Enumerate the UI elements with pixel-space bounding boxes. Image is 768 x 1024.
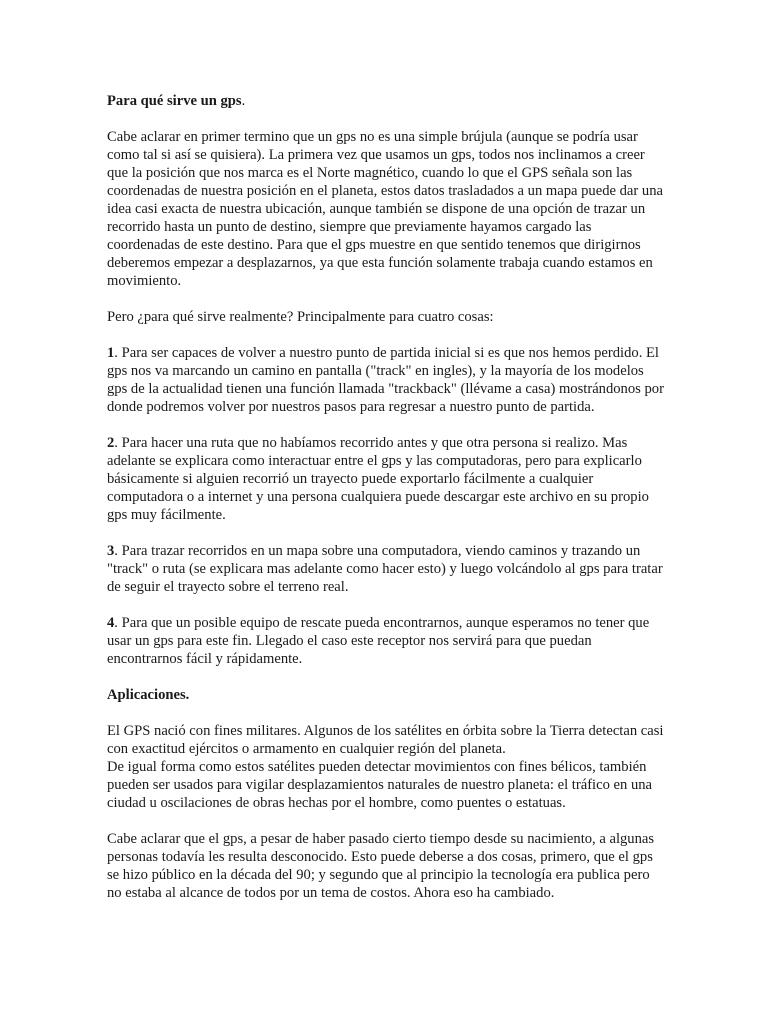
list-item: [107, 542, 667, 596]
item-text: . Para trazar recorridos en un mapa sobre una computadora, viendo caminos y trazando un "track" o ruta (se explicara mas adelante como hacer esto) y luego volcándolo al gps para tratar de seguir el trayecto sobre el terreno real.: [107, 543, 663, 595]
title-text: Para qué sirve un gps: [107, 93, 242, 109]
list-item: [107, 344, 667, 416]
item-number: 4: [107, 615, 115, 631]
applications-paragraph-2: Cabe aclarar que el gps, a pesar de haber pasado cierto tiempo desde su nacimiento, a algunas personas todavía les resulta desconocido. Esto puede deberse a dos cosas, primero, que el gps se hizo público en la década del 90; y segundo que al principio la tecnología era publica pero no estaba al alcance de todos por un tema de costos. Ahora eso ha cambiado.: [107, 831, 655, 901]
item-text: . Para hacer una ruta que no habíamos recorrido antes y que otra persona si realizo. Mas adelante se explicara como interactuar entre el gps y las computadoras, pero para explicarlo básicamente si alguien recorrió un trayecto puede exportarlo fácilmente a cualquier computadora o a internet y una persona cualquiera puede descargar este archivo en su propio gps muy fácilmente.: [107, 435, 649, 523]
title-period: .: [241, 93, 246, 109]
applications-heading: Aplicaciones.: [107, 687, 190, 703]
applications-line-1: El GPS nació con fines militares. Algunos de los satélites en órbita sobre la Tierra detectan casi con exactitud ejércitos o armamento en cualquier región del planeta.: [107, 723, 664, 757]
list-item: [107, 434, 667, 524]
item-number: 1: [107, 345, 115, 361]
question-paragraph: Pero ¿para qué sirve realmente? Principalmente para cuatro cosas:: [107, 309, 494, 325]
list-item: [107, 614, 667, 668]
item-text: . Para que un posible equipo de rescate pueda encontrarnos, aunque esperamos no tener que usar un gps para este fin. Llegado el caso este receptor nos servirá para que puedan encontrarnos fácil y rápidamente.: [107, 615, 650, 667]
document-title: [107, 92, 667, 110]
item-number: 2: [107, 435, 115, 451]
applications-paragraph-1: [107, 722, 667, 812]
item-text: . Para ser capaces de volver a nuestro punto de partida inicial si es que nos hemos perdido. El gps nos va marcando un camino en pantalla ("track" en ingles), y la mayoría de los modelos gps de la actualidad tienen una función llamada "trackback" (llévame a casa) mostrándonos por donde podremos volver por nuestros pasos para regresar a nuestro punto de partida.: [107, 345, 664, 415]
document-page: [107, 92, 667, 920]
intro-paragraph: Cabe aclarar en primer termino que un gps no es una simple brújula (aunque se podría usar como tal si así se quisiera). La primera vez que usamos un gps, todos nos inclinamos a creer que la posición que nos marca es el Norte magnético, cuando lo que el GPS señala son las coordenadas de nuestra posición en el planeta, estos datos trasladados a un mapa puede dar una idea casi exacta de nuestra ubicación, aunque también se dispone de una opción de trazar un recorrido hasta un punto de destino, siempre que previamente hayamos cargado las coordenadas de este destino. Para que el gps muestre en que sentido tenemos que dirigirnos deberemos empezar a desplazarnos, ya que esta función solamente trabaja cuando estamos en movimiento.: [107, 129, 663, 289]
item-number: 3: [107, 543, 115, 559]
applications-line-2: De igual forma como estos satélites pueden detectar movimientos con fines bélicos, también pueden ser usados para vigilar desplazamientos naturales de nuestro planeta: el tráfico en una ciudad u oscilaciones de obras hechas por el hombre, como puentes o estatuas.: [107, 759, 653, 811]
